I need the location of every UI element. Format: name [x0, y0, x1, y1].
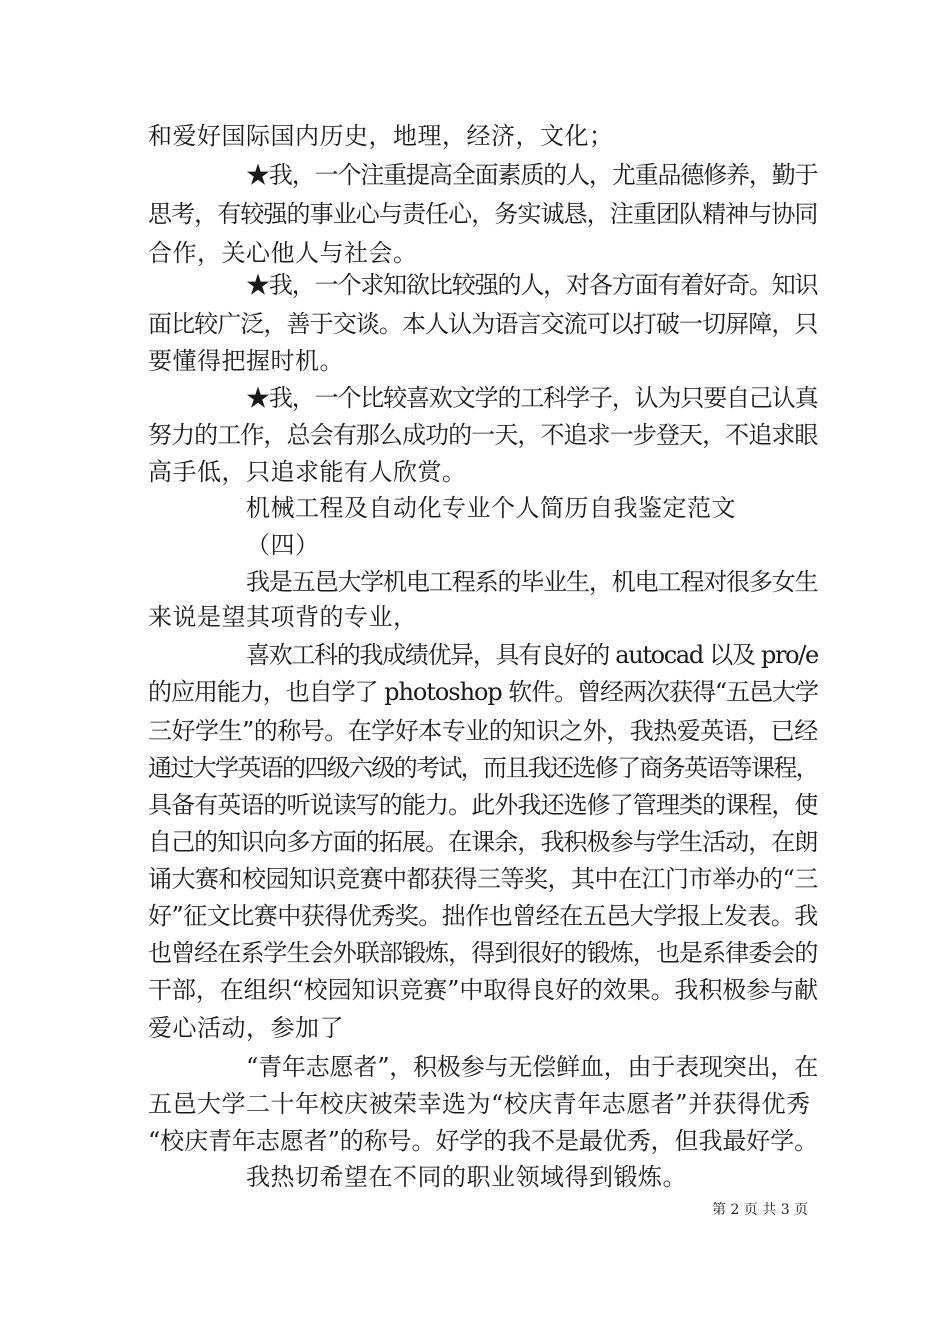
text-line: 也曾经在系学生会外联部锻炼，得到很好的锻炼，也是系律委会的 — [148, 939, 818, 967]
text-line: ★我，一个注重提高全面素质的人，尤重品德修养，勤于 — [246, 161, 818, 189]
text-line: 好”征文比赛中获得优秀奖。拙作也曾经在五邑大学报上发表。我 — [148, 902, 818, 930]
section-title: 机械工程及自动化专业个人简历自我鉴定范文 — [246, 494, 736, 522]
text-line: 自己的知识向多方面的拓展。在课余，我积极参与学生活动，在朗 — [148, 828, 818, 856]
text-line: 的应用能力，也自学了 photoshop 软件。曾经两次获得“五邑大学 — [148, 678, 818, 706]
text-line: 高手低，只追求能有人欣赏。 — [148, 458, 467, 486]
section-number: （四） — [246, 531, 320, 559]
text-line: ★我，一个求知欲比较强的人，对各方面有着好奇。知识 — [246, 271, 818, 299]
text-line: 我是五邑大学机电工程系的毕业生，机电工程对很多女生 — [246, 568, 818, 596]
text-line: 和爱好国际国内历史，地理，经济，文化； — [148, 122, 614, 150]
text-line: 思考，有较强的事业心与责任心，务实诚恳，注重团队精神与协同 — [148, 200, 818, 228]
text-line: 我热切希望在不同的职业领域得到锻炼。 — [246, 1163, 687, 1191]
page-number: 第 2 页 共 3 页 — [712, 1202, 809, 1218]
text-line: 努力的工作，总会有那么成功的一天，不追求一步登天，不追求眼 — [148, 421, 818, 449]
text-line: 具备有英语的听说读写的能力。此外我还选修了管理类的课程，使 — [148, 791, 818, 819]
text-line: 合作，关心他人与社会。 — [148, 239, 418, 267]
text-line: 通过大学英语的四级六级的考试，而且我还选修了商务英语等课程， — [148, 754, 818, 782]
text-line: 喜欢工科的我成绩优异，具有良好的 autocad 以及 pro/e — [246, 641, 818, 669]
text-line: “青年志愿者”，积极参与无偿鲜血，由于表现突出，在 — [246, 1053, 819, 1081]
text-line: 五邑大学二十年校庆被荣幸选为“校庆青年志愿者”并获得优秀 — [148, 1090, 811, 1118]
text-line: 面比较广泛，善于交谈。本人认为语言交流可以打破一切屏障，只 — [148, 310, 818, 338]
text-line: 爱心活动，参加了 — [148, 1014, 344, 1042]
text-line: 三好学生”的称号。在学好本专业的知识之外，我热爱英语，已经 — [148, 717, 818, 745]
text-line: 诵大赛和校园知识竞赛中都获得三等奖，其中在江门市举办的“三 — [148, 865, 818, 893]
text-line: ★我，一个比较喜欢文学的工科学子，认为只要自己认真 — [246, 384, 818, 412]
text-line: 干部，在组织“校园知识竞赛”中取得良好的效果。我积极参与献 — [148, 976, 819, 1004]
text-line: 来说是望其项背的专业， — [148, 603, 418, 631]
text-line: “校庆青年志愿者”的称号。好学的我不是最优秀，但我最好学。 — [148, 1127, 819, 1155]
text-line: 要懂得把握时机。 — [148, 347, 344, 375]
